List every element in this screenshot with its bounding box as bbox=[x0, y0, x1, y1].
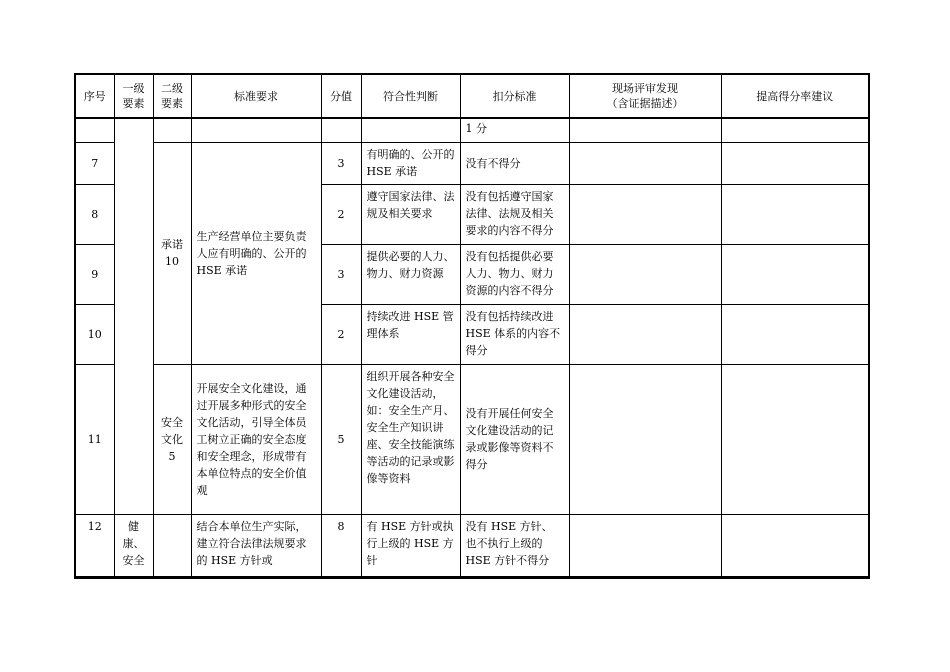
cell-deduction: 没有不得分 bbox=[460, 142, 569, 184]
cell-finding[interactable] bbox=[569, 118, 721, 142]
cell-no: 12 bbox=[76, 514, 114, 576]
cell-no: 8 bbox=[76, 184, 114, 244]
cell-standard bbox=[191, 118, 321, 142]
cell-finding[interactable] bbox=[569, 304, 721, 364]
cell-no: 7 bbox=[76, 142, 114, 184]
cell-score: 8 bbox=[321, 514, 361, 576]
table-row bbox=[76, 514, 868, 576]
header-deduction: 扣分标准 bbox=[460, 75, 569, 118]
cell-suggestion[interactable] bbox=[721, 304, 868, 364]
cell-no: 10 bbox=[76, 304, 114, 364]
cell-deduction: 没有开展任何安全文化建设活动的记录或影像等资料不得分 bbox=[460, 364, 569, 514]
header-level2: 二级 要素 bbox=[153, 75, 191, 118]
cell-suggestion[interactable] bbox=[721, 184, 868, 244]
header-standard: 标准要求 bbox=[191, 75, 321, 118]
cell-level2 bbox=[153, 514, 191, 576]
cell-standard: 结合本单位生产实际，建立符合法律法规要求的 HSE 方针或 bbox=[191, 514, 321, 576]
cell-compliance bbox=[361, 118, 460, 142]
cell-level2: 安全 文化 5 bbox=[153, 364, 191, 514]
cell-deduction: 没有包括提供必要人力、物力、财力资源的内容不得分 bbox=[460, 244, 569, 304]
cell-compliance: 有明确的、公开的 HSE 承诺 bbox=[361, 142, 460, 184]
cell-compliance: 遵守国家法律、法规及相关要求 bbox=[361, 184, 460, 244]
header-row bbox=[76, 75, 868, 118]
cell-deduction: 没有包括遵守国家法律、法规及相关要求的内容不得分 bbox=[460, 184, 569, 244]
cell-no bbox=[76, 118, 114, 142]
cell-deduction: 没有 HSE 方针、也不执行上级的 HSE 方针不得分 bbox=[460, 514, 569, 576]
cell-level2: 承诺 10 bbox=[153, 142, 191, 364]
cell-finding[interactable] bbox=[569, 514, 721, 576]
header-compliance: 符合性判断 bbox=[361, 75, 460, 118]
cell-score: 3 bbox=[321, 142, 361, 184]
cell-level1: 健 康、 安全 bbox=[114, 514, 153, 576]
header-finding: 现场评审发现 （含证据描述） bbox=[569, 75, 721, 118]
cell-deduction: 1 分 bbox=[460, 118, 569, 142]
header-score: 分值 bbox=[321, 75, 361, 118]
cell-compliance: 提供必要的人力、物力、财力资源 bbox=[361, 244, 460, 304]
cell-standard: 开展安全文化建设，通过开展多种形式的安全文化活动，引导全体员工树立正确的安全态度和安全理念，形成带有本单位特点的安全价值观 bbox=[191, 364, 321, 514]
cell-compliance: 持续改进 HSE 管理体系 bbox=[361, 304, 460, 364]
cell-score bbox=[321, 118, 361, 142]
cell-finding[interactable] bbox=[569, 184, 721, 244]
cell-finding[interactable] bbox=[569, 364, 721, 514]
cell-no: 11 bbox=[76, 364, 114, 514]
cell-score: 5 bbox=[321, 364, 361, 514]
cell-suggestion[interactable] bbox=[721, 364, 868, 514]
cell-score: 2 bbox=[321, 184, 361, 244]
cell-no: 9 bbox=[76, 244, 114, 304]
hse-evaluation-table bbox=[76, 75, 868, 577]
cell-compliance: 有 HSE 方针或执行上级的 HSE 方针 bbox=[361, 514, 460, 576]
cell-score: 3 bbox=[321, 244, 361, 304]
hse-evaluation-table-page bbox=[74, 73, 870, 579]
header-suggestion: 提高得分率建议 bbox=[721, 75, 868, 118]
cell-suggestion[interactable] bbox=[721, 514, 868, 576]
table-row bbox=[76, 364, 868, 514]
table-row bbox=[76, 142, 868, 184]
header-level1: 一级 要素 bbox=[114, 75, 153, 118]
cell-finding[interactable] bbox=[569, 142, 721, 184]
cell-deduction: 没有包括持续改进 HSE 体系的内容不得分 bbox=[460, 304, 569, 364]
header-no: 序号 bbox=[76, 75, 114, 118]
cell-standard: 生产经营单位主要负责人应有明确的、公开的 HSE 承诺 bbox=[191, 142, 321, 364]
cell-suggestion[interactable] bbox=[721, 142, 868, 184]
cell-suggestion[interactable] bbox=[721, 118, 868, 142]
cell-finding[interactable] bbox=[569, 244, 721, 304]
cell-suggestion[interactable] bbox=[721, 244, 868, 304]
cell-level1 bbox=[114, 118, 153, 514]
table-row bbox=[76, 118, 868, 142]
cell-score: 2 bbox=[321, 304, 361, 364]
cell-level2 bbox=[153, 118, 191, 142]
cell-compliance: 组织开展各种安全文化建设活动，如：安全生产月、安全生产知识讲座、安全技能演练等活动的记录或影像等资料 bbox=[361, 364, 460, 514]
